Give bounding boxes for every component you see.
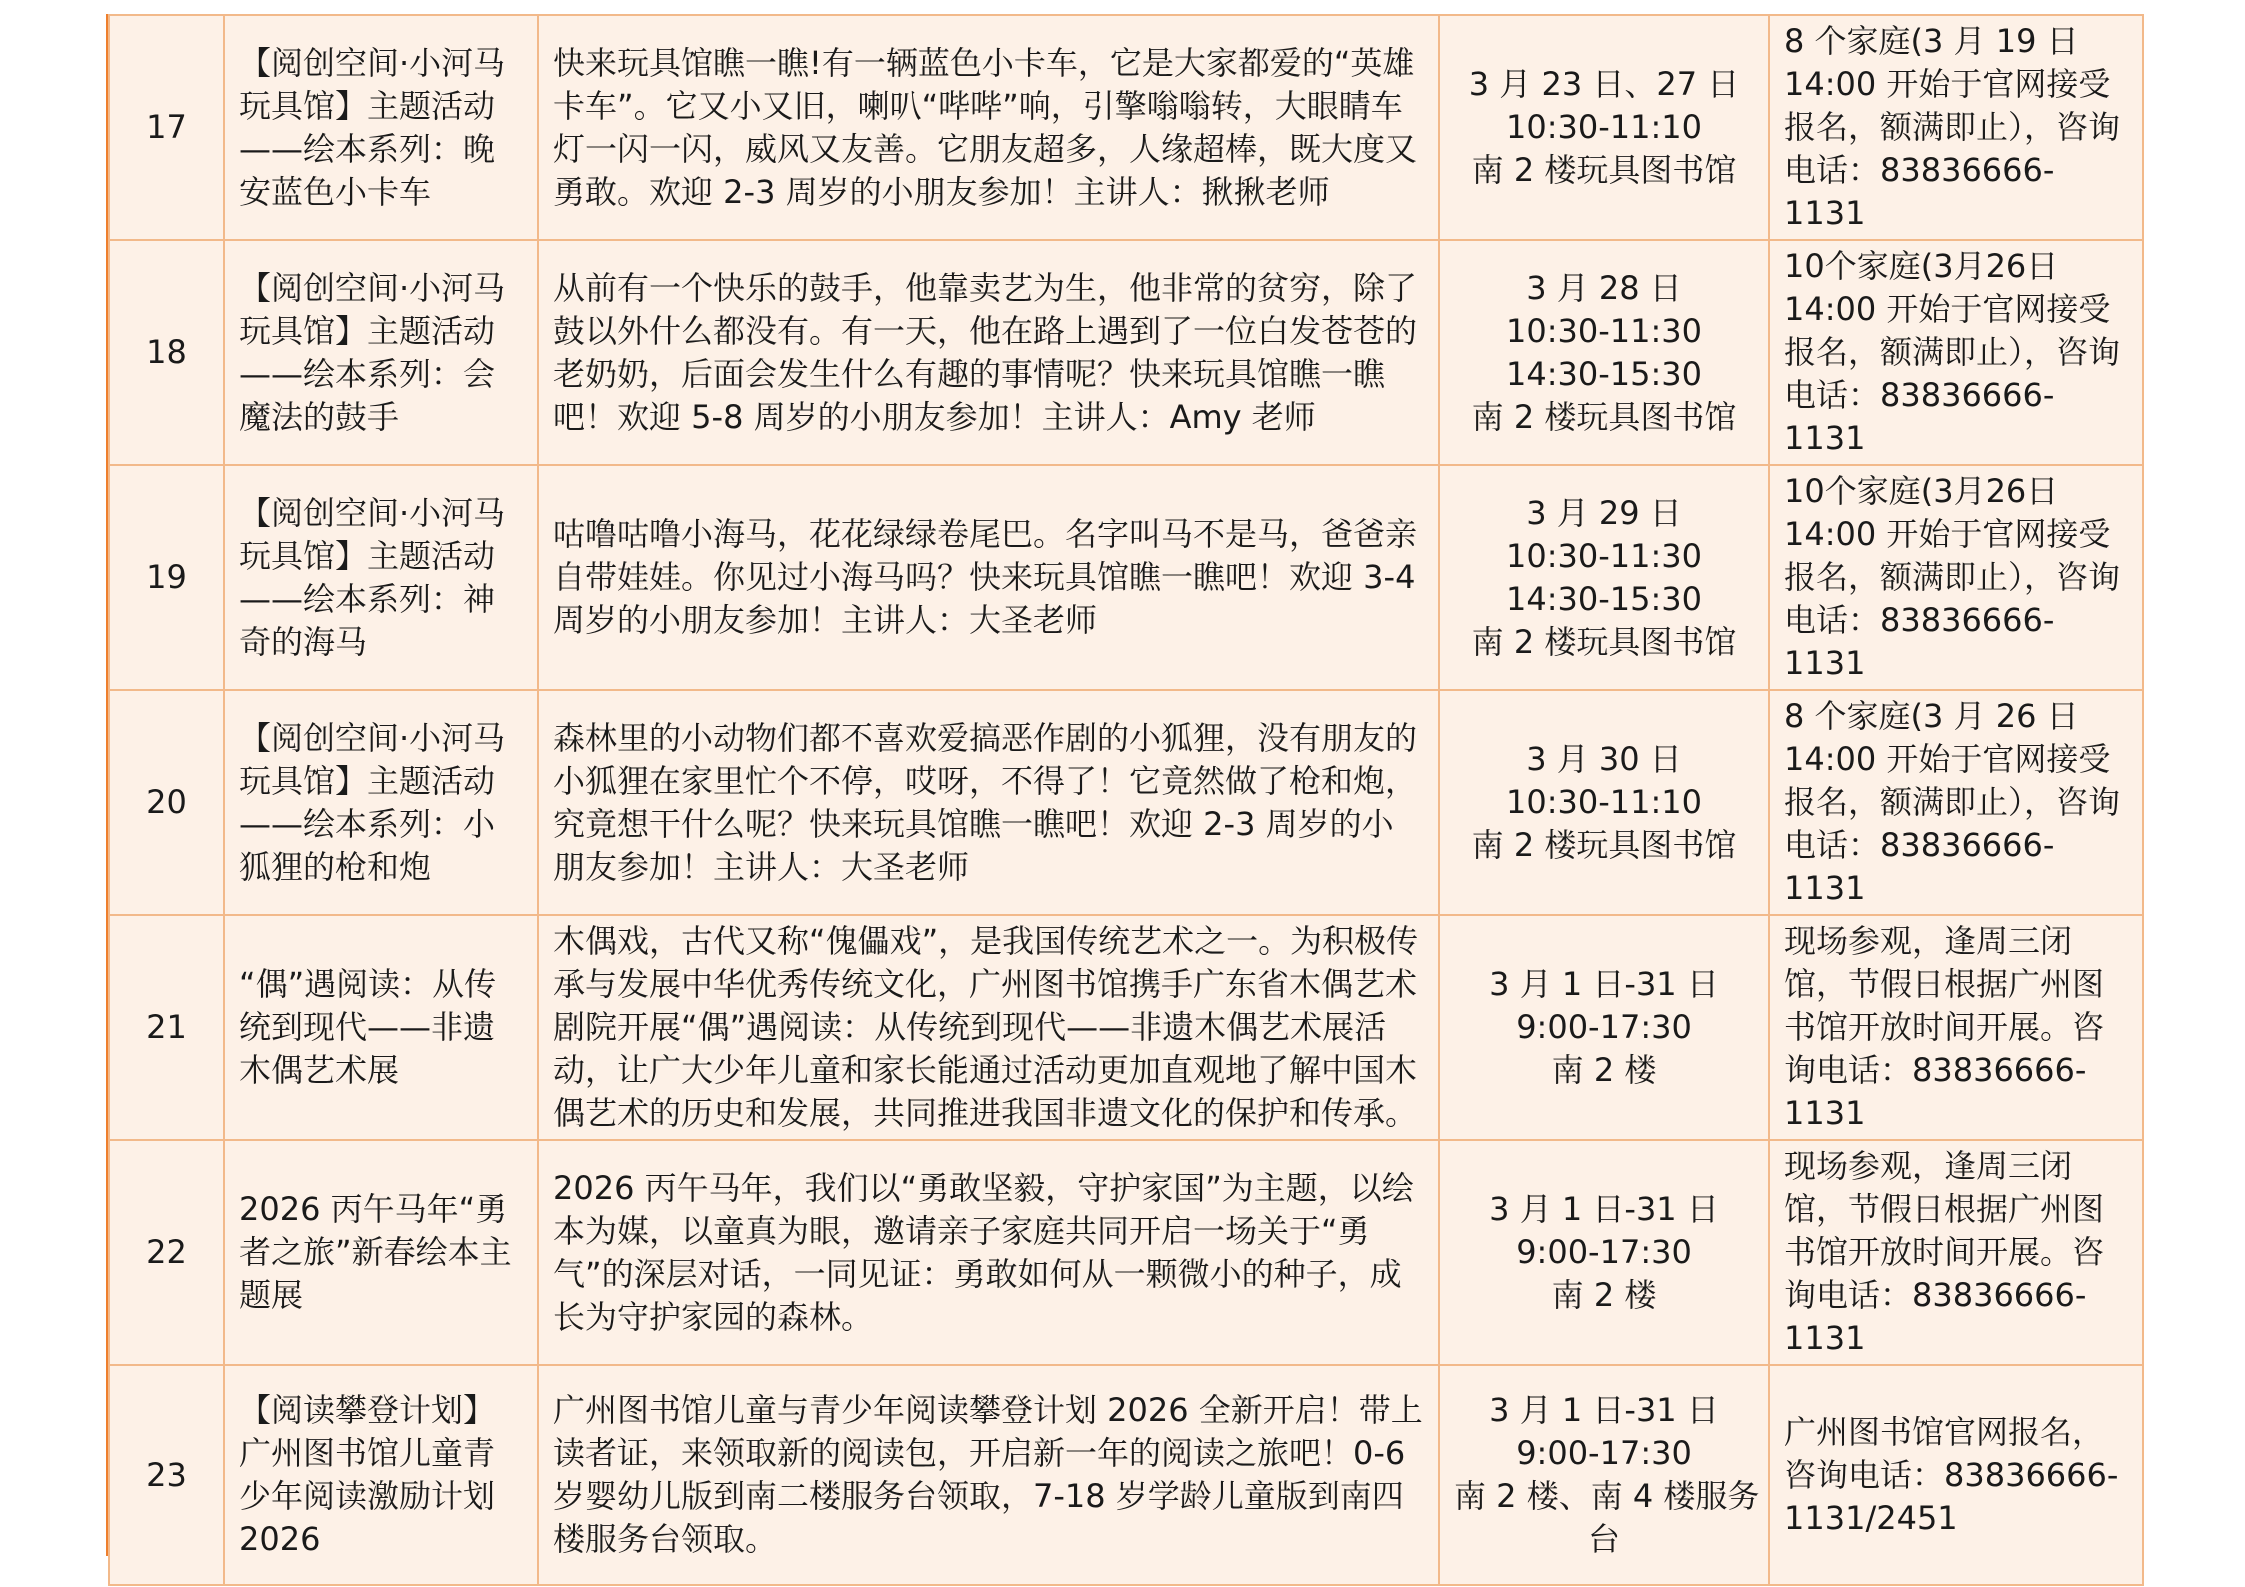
time-location-line: 10:30-11:10 bbox=[1506, 108, 1702, 146]
time-location-line: 南 2 楼 bbox=[1551, 1276, 1657, 1314]
activity-signup-info: 10个家庭(3月26日14:00 开始于官网接受报名，额满即止），咨询电话：83836666-1131 bbox=[1769, 240, 2143, 465]
time-location-line: 3 月 28 日 bbox=[1526, 268, 1682, 307]
table-row bbox=[109, 915, 2143, 1140]
table-row bbox=[109, 15, 2143, 240]
activity-time-location bbox=[1439, 15, 1769, 240]
time-location-line: 9:00-17:30 bbox=[1516, 1008, 1692, 1046]
time-location-line: 3 月 23 日、27 日 bbox=[1468, 65, 1740, 103]
activity-description: 从前有一个快乐的鼓手，他靠卖艺为生，他非常的贫穷，除了鼓以外什么都没有。有一天，他在路上遇到了一位白发苍苍的老奶奶，后面会发生什么有趣的事情呢？快来玩具馆瞧一瞧吧！欢迎 5-8 周岁的小朋友参加！主讲人：Amy 老师 bbox=[538, 240, 1439, 465]
activity-time-location bbox=[1439, 1140, 1769, 1365]
activity-title: 【阅创空间·小河马玩具馆】主题活动——绘本系列：晚安蓝色小卡车 bbox=[224, 15, 538, 240]
time-location-line: 3 月 1 日-31 日 bbox=[1489, 965, 1719, 1003]
activity-description: 2026 丙午马年，我们以“勇敢坚毅，守护家国”为主题，以绘本为媒，以童真为眼，邀请亲子家庭共同开启一场关于“勇气”的深层对话，一同见证：勇敢如何从一颗微小的种子，成长为守护家园的森林。 bbox=[538, 1140, 1439, 1365]
table-row bbox=[109, 240, 2143, 465]
table-row bbox=[109, 690, 2143, 915]
activity-table-body bbox=[109, 15, 2143, 1585]
row-number: 20 bbox=[109, 690, 224, 915]
time-location-line: 南 2 楼玩具图书馆 bbox=[1471, 151, 1737, 189]
time-location-line: 台 bbox=[1587, 1520, 1620, 1558]
table-row bbox=[109, 465, 2143, 690]
time-location-line: 南 2 楼 bbox=[1551, 1051, 1657, 1089]
time-location-line: 南 2 楼玩具图书馆 bbox=[1471, 622, 1737, 661]
time-location-line: 9:00-17:30 bbox=[1516, 1233, 1692, 1271]
activity-title: 【阅读攀登计划】广州图书馆儿童青少年阅读激励计划 2026 bbox=[224, 1365, 538, 1585]
time-location-line: 南 2 楼玩具图书馆 bbox=[1471, 826, 1737, 864]
time-location-line: 10:30-11:30 bbox=[1506, 311, 1702, 350]
time-location-line: 3 月 30 日 bbox=[1526, 740, 1682, 778]
activity-time-location bbox=[1439, 1365, 1769, 1585]
activity-signup-info: 现场参观，逢周三闭馆，节假日根据广州图书馆开放时间开展。咨询电话：83836666-1131 bbox=[1769, 1140, 2143, 1365]
time-location-line: 14:30-15:30 bbox=[1506, 579, 1702, 618]
activity-time-location bbox=[1439, 465, 1769, 690]
row-number: 21 bbox=[109, 915, 224, 1140]
activity-signup-info: 8 个家庭(3 月 19 日 14:00 开始于官网接受报名，额满即止），咨询电话：83836666-1131 bbox=[1769, 15, 2143, 240]
activity-title: 【阅创空间·小河马玩具馆】主题活动——绘本系列：神奇的海马 bbox=[224, 465, 538, 690]
activity-title: 【阅创空间·小河马玩具馆】主题活动——绘本系列：小狐狸的枪和炮 bbox=[224, 690, 538, 915]
row-number: 23 bbox=[109, 1365, 224, 1585]
row-number: 22 bbox=[109, 1140, 224, 1365]
time-location-line: 10:30-11:10 bbox=[1506, 783, 1702, 821]
activity-description: 森林里的小动物们都不喜欢爱搞恶作剧的小狐狸，没有朋友的小狐狸在家里忙个不停，哎呀，不得了！它竟然做了枪和炮，究竟想干什么呢？快来玩具馆瞧一瞧吧！欢迎 2-3 周岁的小朋友参加！主讲人：大圣老师 bbox=[538, 690, 1439, 915]
activity-signup-info: 10个家庭(3月26日14:00 开始于官网接受报名，额满即止），咨询电话：83836666-1131 bbox=[1769, 465, 2143, 690]
time-location-line: 14:30-15:30 bbox=[1506, 354, 1702, 393]
activity-description: 广州图书馆儿童与青少年阅读攀登计划 2026 全新开启！带上读者证，来领取新的阅读包，开启新一年的阅读之旅吧！0-6 岁婴幼儿版到南二楼服务台领取，7-18 岁学龄儿童版到南四楼服务台领取。 bbox=[538, 1365, 1439, 1585]
time-location-line: 南 2 楼玩具图书馆 bbox=[1471, 397, 1737, 436]
time-location-line: 3 月 1 日-31 日 bbox=[1489, 1391, 1719, 1429]
activity-signup-info: 8 个家庭(3 月 26 日 14:00 开始于官网接受报名，额满即止），咨询电话：83836666-1131 bbox=[1769, 690, 2143, 915]
row-number: 18 bbox=[109, 240, 224, 465]
activity-title: 2026 丙午马年“勇者之旅”新春绘本主题展 bbox=[224, 1140, 538, 1365]
activity-description: 快来玩具馆瞧一瞧!有一辆蓝色小卡车，它是大家都爱的“英雄卡车”。它又小又旧，喇叭“哔哔”响，引擎嗡嗡转，大眼睛车灯一闪一闪，威风又友善。它朋友超多，人缘超棒，既大度又勇敢。欢迎 2-3 周岁的小朋友参加！主讲人：揪揪老师 bbox=[538, 15, 1439, 240]
time-location-line: 南 2 楼、南 4 楼服务 bbox=[1454, 1477, 1760, 1515]
row-number: 19 bbox=[109, 465, 224, 690]
table-row bbox=[109, 1140, 2143, 1365]
activity-signup-info: 现场参观，逢周三闭馆，节假日根据广州图书馆开放时间开展。咨询电话：83836666-1131 bbox=[1769, 915, 2143, 1140]
activity-title: 【阅创空间·小河马玩具馆】主题活动——绘本系列：会魔法的鼓手 bbox=[224, 240, 538, 465]
time-location-line: 3 月 29 日 bbox=[1526, 493, 1682, 532]
activity-signup-info: 广州图书馆官网报名，咨询电话：83836666-1131/2451 bbox=[1769, 1365, 2143, 1585]
activity-title: “偶”遇阅读：从传统到现代——非遗木偶艺术展 bbox=[224, 915, 538, 1140]
activity-time-location bbox=[1439, 915, 1769, 1140]
time-location-line: 10:30-11:30 bbox=[1506, 536, 1702, 575]
time-location-line: 3 月 1 日-31 日 bbox=[1489, 1190, 1719, 1228]
activity-description: 木偶戏，古代又称“傀儡戏”，是我国传统艺术之一。为积极传承与发展中华优秀传统文化，广州图书馆携手广东省木偶艺术剧院开展“偶”遇阅读：从传统到现代——非遗木偶艺术展活动，让广大少年儿童和家长能通过活动更加直观地了解中国木偶艺术的历史和发展，共同推进我国非遗文化的保护和传承。 bbox=[538, 915, 1439, 1140]
activity-table bbox=[108, 14, 2142, 1586]
activity-description: 咕噜咕噜小海马，花花绿绿卷尾巴。名字叫马不是马，爸爸亲自带娃娃。你见过小海马吗？快来玩具馆瞧一瞧吧！欢迎 3-4 周岁的小朋友参加！主讲人：大圣老师 bbox=[538, 465, 1439, 690]
activity-time-location bbox=[1439, 240, 1769, 465]
time-location-line: 9:00-17:30 bbox=[1516, 1434, 1692, 1472]
activity-time-location bbox=[1439, 690, 1769, 915]
table-row bbox=[109, 1365, 2143, 1585]
row-number: 17 bbox=[109, 15, 224, 240]
